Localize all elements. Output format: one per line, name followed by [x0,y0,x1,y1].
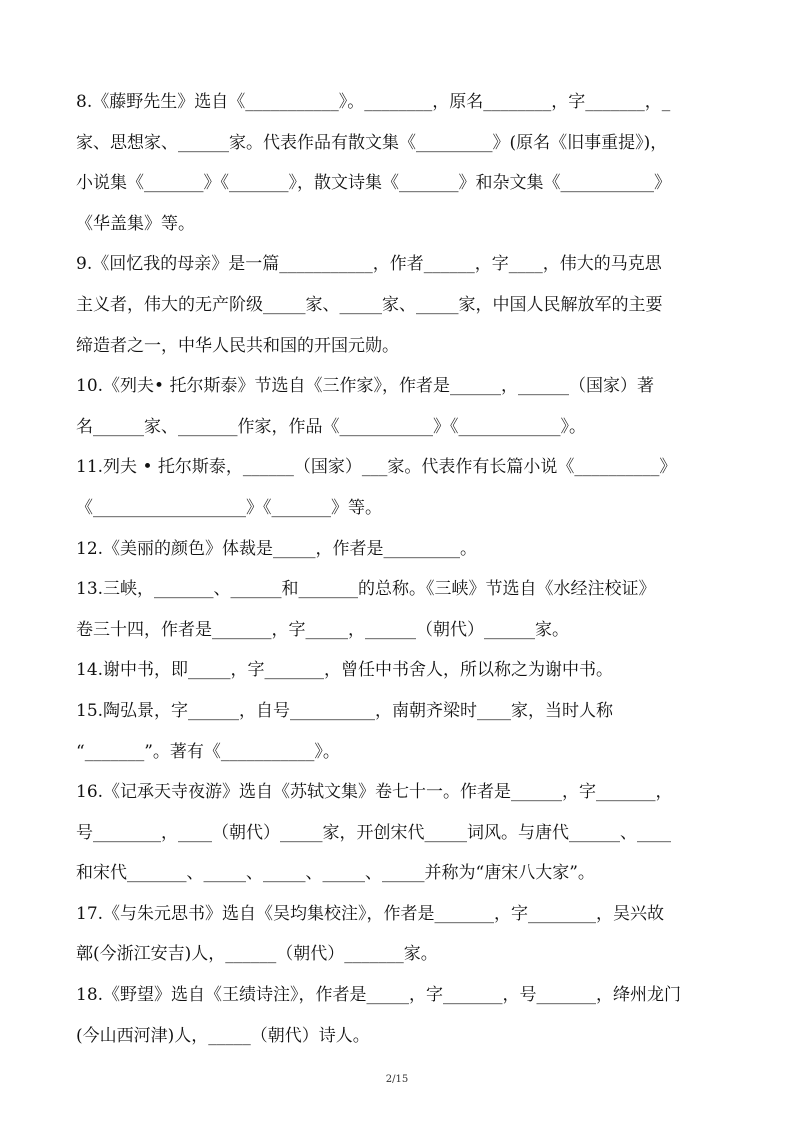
text-line: 鄣(今浙江安吉)人，______（朝代）_______家。 [76,944,438,965]
text-line: 《__________________》《_______》等。 [76,497,382,518]
text-line: 《华盖集》等。 [76,213,195,234]
text-line: 8.《藤野先生》选自《___________》。________，原名________，字_______，_ [76,92,671,112]
text-line: 13.三峡，_______、______和_______的总称。《三峡》节选自《水经注校证》 [76,579,656,600]
text-line: 卷三十四，作者是_______，字_____，______（朝代）______家。 [76,619,569,640]
text-line: 号________，____（朝代）_____家，开创宋代_____词风。与唐代______、____ [76,822,671,843]
text-line: 10.《列夫• 托尔斯泰》节选自《三作家》，作者是______，______（国家）著 [76,376,654,397]
page-number: 2/15 [385,1074,409,1085]
text-line: 18.《野望》选自《王绩诗注》，作者是_____，字_______，号_______，绛州龙门 [76,985,682,1006]
text-line: “_______”。著有《___________》。 [76,741,340,762]
question-list [76,88,726,1062]
text-line: 17.《与朱元思书》选自《吴均集校注》，作者是_______，字________，吴兴故 [76,903,665,924]
text-line: 家、思想家、______家。代表作品有散文集《_________》(原名《旧事重提》)， [76,132,668,153]
text-line: 名______家、_______作家，作品《___________》《____________》。 [76,416,586,437]
text-line: 缔造者之一，中华人民共和国的开国元勋。 [76,335,399,356]
text-line: 和宋代_______、_____、_____、_____、_____并称为“唐宋八大家”。 [76,863,595,884]
text-line: 9.《回忆我的母亲》是一篇___________，作者______，字____，伟大的马克思 [76,254,662,275]
text-line: 小说集《_______》《_______》，散文诗集《_______》和杂文集《___________》 [76,173,671,194]
text-line: 12.《美丽的颜色》体裁是_____，作者是_________。 [76,538,478,559]
text-line: 14.谢中书，即_____，字_______，曾任中书舍人，所以称之为谢中书。 [76,660,614,681]
text-line: 15.陶弘景，字______，自号__________，南朝齐梁时____家，当时人称 [76,700,614,721]
text-line: 11.列夫 • 托尔斯泰，______（国家）___家。代表作有长篇小说《__________》 [76,457,677,478]
text-line: 16.《记承天寺夜游》选自《苏轼文集》卷七十一。作者是______，字_______， [76,782,673,803]
text-line: 主义者，伟大的无产阶级_____家、_____家、_____家，中国人民解放军的主要 [76,294,663,315]
text-line: (今山西河津)人，_____（朝代）诗人。 [76,1025,370,1046]
